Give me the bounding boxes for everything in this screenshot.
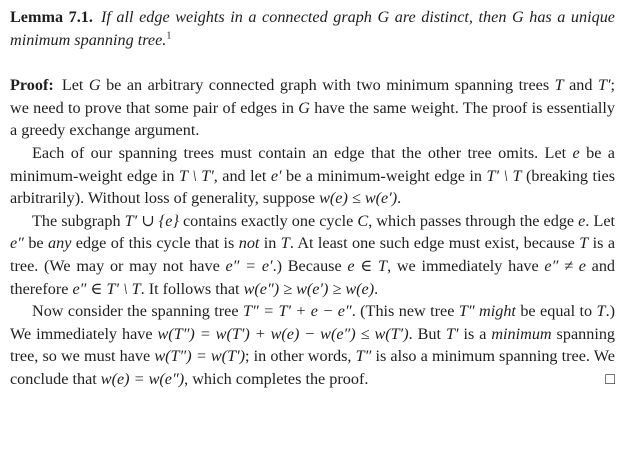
text-run: T \ T′	[179, 166, 214, 185]
text-run: T″	[355, 347, 372, 366]
text-run: edge of this cycle that is	[71, 234, 239, 253]
text-run: and therefore	[10, 256, 616, 298]
text-run: T′ \ T	[486, 166, 522, 185]
text-run: e″	[10, 234, 24, 253]
text-run: T′	[445, 324, 459, 343]
text-run: spanning tree, so we must have	[10, 324, 616, 366]
text-run: might	[479, 302, 516, 321]
text-run: T′ ∪ {e}	[124, 211, 179, 230]
text-run: , which completes the proof.	[184, 369, 369, 388]
text-run: ; we need to prove that some pair of edges in	[10, 76, 615, 117]
text-run: is also a minimum spanning tree. We conclude that	[10, 347, 615, 388]
text-run: T	[579, 234, 589, 253]
text-run: any	[48, 234, 72, 253]
text-run: w(T″) = w(T′)	[154, 347, 246, 366]
text-run: T	[554, 76, 564, 95]
text-run: G	[298, 98, 310, 117]
proof-intro-paragraph	[10, 74, 615, 142]
text-run: w(e) = w(e″)	[100, 369, 185, 388]
text-run: Now consider the spanning tree	[32, 302, 243, 321]
text-run: T	[280, 234, 290, 253]
text-run: , which passes through the edge	[368, 211, 579, 230]
text-run: Proof:	[10, 76, 54, 95]
text-run: be a minimum-weight edge in	[281, 166, 487, 185]
text-run: be	[23, 234, 48, 253]
text-run: e′	[270, 166, 282, 185]
text-run: T″ = T′ + e − e″	[242, 302, 352, 321]
text-run: .	[374, 279, 379, 298]
text-run: , and let	[213, 166, 271, 185]
text-run: in	[259, 234, 281, 253]
text-run: . But	[408, 324, 446, 343]
text-run: be a minimum-weight edge in	[10, 143, 615, 185]
text-run	[93, 8, 101, 26]
proof-paragraph-3	[10, 300, 615, 390]
text-run: , we immediately have	[387, 256, 545, 275]
text-run: Lemma 7.1.	[10, 8, 93, 26]
text-run: minimum	[491, 324, 552, 343]
text-run: .) Because	[272, 256, 348, 275]
text-run: .	[397, 189, 402, 208]
text-run: Each of our spanning trees must contain an edge that the other tree omits. Let	[32, 143, 573, 162]
text-run: e ∈ T	[347, 256, 388, 275]
proof-paragraph-2	[10, 210, 615, 300]
text-run: and	[563, 76, 598, 95]
text-run: e	[578, 211, 586, 230]
text-run: C	[357, 211, 369, 230]
text-run: be an arbitrary connected graph with two minimum spanning trees	[100, 76, 555, 95]
text-run: T′	[597, 76, 611, 95]
text-run: not	[238, 234, 260, 253]
text-run: is a tree. (We may or may not have	[10, 234, 616, 275]
proof-paragraph-1	[10, 142, 615, 210]
text-run: .) We immediately have	[10, 302, 615, 343]
text-run: w(e″) ≥ w(e′) ≥ w(e)	[243, 279, 375, 298]
text-run: w(e) ≤ w(e′)	[319, 189, 398, 208]
text-run: . Let	[585, 211, 616, 230]
text-run: contains exactly one cycle	[178, 211, 358, 230]
text-run: e″ = e′	[225, 256, 273, 275]
text-run: e″ ≠ e	[544, 256, 586, 275]
text-run: If all edge weights in a connected graph G are distinct, then G has a unique minimum spanning tree.	[10, 8, 615, 49]
text-run: . (This new tree	[351, 302, 459, 321]
text-run: T″	[458, 302, 475, 321]
text-run: e″ ∈ T′ \ T	[72, 279, 141, 298]
footnote-marker: 1	[166, 30, 172, 42]
text-run: have the same weight. The proof is essentially a greedy exchange argument.	[10, 98, 616, 140]
text-run: . It follows that	[140, 279, 244, 298]
text-run: ; in other words,	[245, 347, 356, 366]
text-run: T	[596, 302, 606, 321]
text-run: . At least one such edge must exist, because	[289, 234, 580, 253]
text-run: The subgraph	[32, 211, 125, 230]
text-run: is a	[458, 324, 492, 343]
text-run: be equal to	[515, 302, 597, 321]
text-run: e	[572, 143, 580, 162]
lemma-paragraph	[10, 6, 615, 51]
text-run: (breaking ties arbitrarily). Without loss of generality, suppose	[10, 166, 615, 208]
text-run: Let	[53, 76, 89, 95]
qed-symbol: □	[605, 369, 615, 388]
text-run: w(T″) = w(T′) + w(e) − w(e″) ≤ w(T′)	[157, 324, 409, 343]
text-run: G	[88, 76, 101, 95]
